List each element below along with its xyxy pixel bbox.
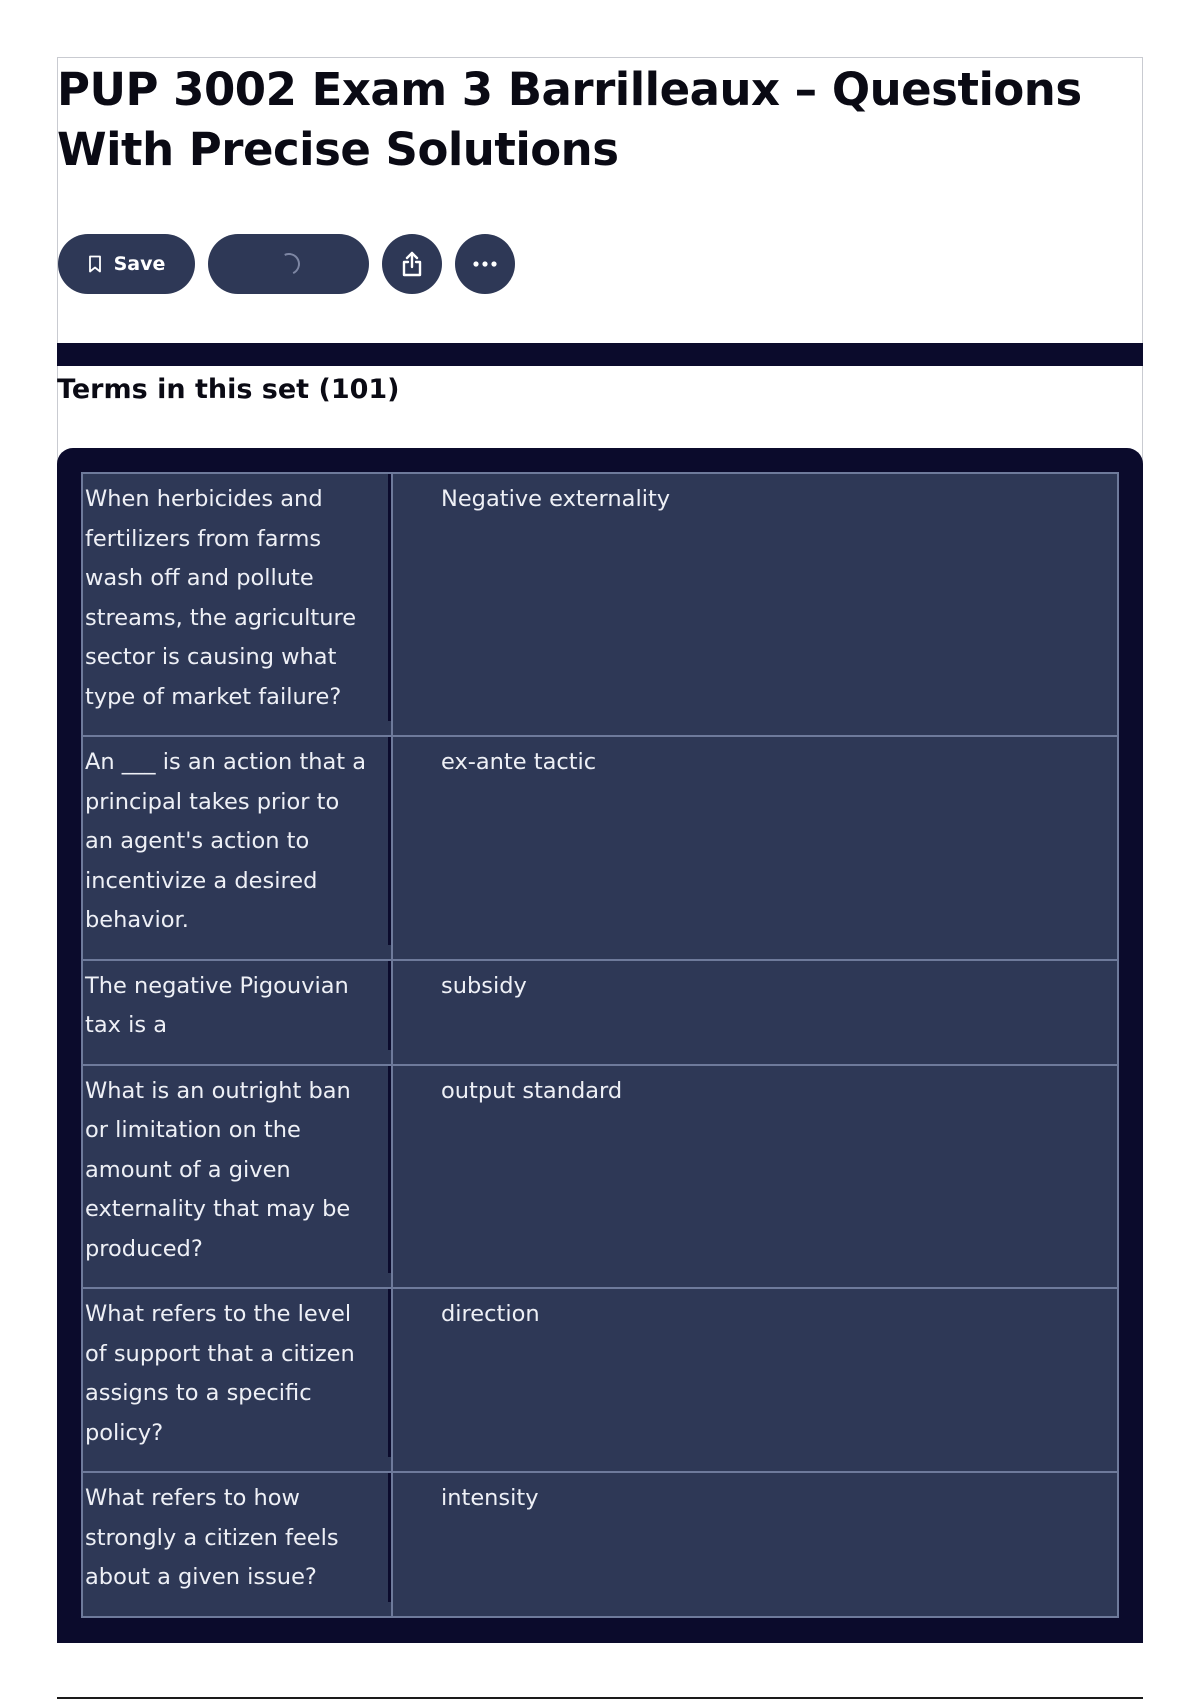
page-title: PUP 3002 Exam 3 Barrilleaux – Questions With Precise Solutions	[57, 63, 1082, 176]
term-cell	[82, 1065, 392, 1289]
save-button[interactable]	[58, 234, 195, 294]
terms-heading: Terms in this set (101)	[57, 374, 400, 405]
term-cell	[82, 960, 392, 1065]
terms-panel	[57, 448, 1143, 1643]
more-options-button[interactable]	[455, 234, 515, 294]
term-text: What refers to the level of support that a citizen assigns to a specific policy?	[85, 1301, 355, 1446]
more-horizontal-icon	[471, 260, 499, 268]
table-row	[82, 960, 1118, 1065]
term-cell	[82, 1472, 392, 1617]
definition-text: subsidy	[441, 972, 527, 999]
share-button[interactable]	[382, 234, 442, 294]
term-cell	[82, 736, 392, 960]
spinner-icon	[274, 250, 302, 278]
term-cell	[82, 1288, 392, 1472]
bookmark-icon	[88, 255, 102, 273]
term-text: The negative Pigouvian tax is a	[85, 972, 349, 1038]
definition-text: Negative externality	[441, 486, 671, 512]
section-divider	[57, 343, 1143, 366]
table-row	[82, 1288, 1118, 1472]
share-icon	[399, 250, 425, 278]
definition-text: output standard	[441, 1077, 623, 1104]
table-row	[82, 1065, 1118, 1289]
save-button-label: Save	[113, 253, 166, 275]
term-text: What is an outright ban or limitation on the amount of a given externality that may be produced?	[85, 1077, 351, 1262]
term-text: When herbicides and fertilizers from farms wash off and pollute streams, the agriculture sector is causing what type of market failure?	[85, 486, 357, 710]
definition-text: direction	[441, 1301, 540, 1327]
definition-cell	[392, 1472, 1118, 1617]
table-row	[82, 1472, 1118, 1617]
definition-cell	[392, 1288, 1118, 1472]
bottom-rule	[57, 1697, 1143, 1699]
action-toolbar	[58, 234, 515, 294]
definition-cell	[392, 1065, 1118, 1289]
table-row	[82, 736, 1118, 960]
term-cell	[82, 473, 392, 736]
definition-cell	[392, 736, 1118, 960]
term-text: What refers to how strongly a citizen feels about a given issue?	[85, 1485, 339, 1590]
term-text: An ___ is an action that a principal takes prior to an agent's action to incentivize a desired behavior.	[85, 749, 367, 933]
definition-text: ex-ante tactic	[441, 749, 597, 775]
definition-cell	[392, 960, 1118, 1065]
loading-button[interactable]	[208, 234, 369, 294]
table-row	[82, 473, 1118, 736]
definition-text: intensity	[441, 1485, 539, 1511]
terms-table	[81, 472, 1119, 1618]
definition-cell	[392, 473, 1118, 736]
